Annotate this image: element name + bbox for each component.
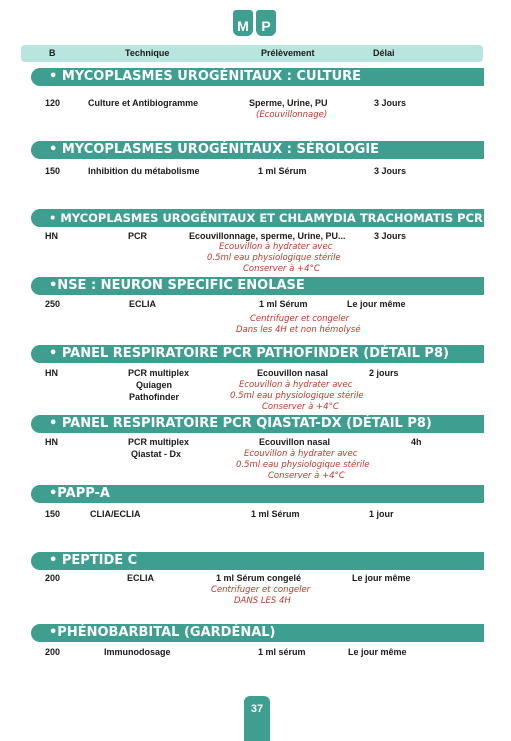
delai: 3 Jours [374,98,407,108]
note: 0.5ml eau physiologique stérile [236,460,370,470]
b-value: 200 [45,573,61,583]
technique: Culture et Antibiogramme [88,98,199,108]
technique-line2: Quiagen [136,380,173,390]
technique: ECLIA [127,573,154,583]
technique-line3: Pathofinder [129,392,180,402]
prelevement: 1 ml Sérum [251,509,300,519]
note: Conserver à +4°C [243,264,320,274]
note: Ecouvillon à hydrater avec [219,242,333,252]
delai: Le jour même [352,573,411,583]
section-title-serologie: • MYCOPLASMES UROGÉNITAUX : SÉROLOGIE [31,141,484,159]
b-value: 200 [45,647,61,657]
section-title-culture: • MYCOPLASMES UROGÉNITAUX : CULTURE [31,68,484,86]
prelevement: 1 ml Sérum [258,166,307,176]
note: 0.5ml eau physiologique stérile [207,253,341,263]
header-technique: Technique [125,48,170,58]
b-value: 150 [45,166,61,176]
section-title-papp-a: •PAPP-A [31,485,484,503]
note: Centrifuger et congeler [250,314,350,324]
section-title-pathofinder: • PANEL RESPIRATOIRE PCR PATHOFINDER (DÉTAIL P8) [31,345,484,363]
header-delai: Délai [373,48,395,58]
b-value: HN [45,368,58,378]
section-title-phenobarbital: •PHÉNOBARBITAL (GARDÉNAL) [31,624,484,642]
prelevement: Ecouvillon nasal [257,368,329,378]
header-b: B [49,48,56,58]
logo-letter-m: M [233,10,253,36]
logo [233,10,276,36]
technique: PCR [128,231,148,241]
technique: CLIA/ECLIA [90,509,141,519]
technique: PCR multiplex [128,437,190,447]
note: Centrifuger et congeler [211,585,311,595]
note: Ecouvillon à hydrater avec [244,449,358,459]
technique: Inhibition du métabolisme [88,166,200,176]
note: Dans les 4H et non hémolysé [236,325,361,335]
section-title-qiastat: • PANEL RESPIRATOIRE PCR QIASTAT-DX (DÉTAIL P8) [31,415,484,433]
note: 0.5ml eau physiologique stérile [230,391,364,401]
page-number: 37 [244,696,270,741]
section-title-peptide-c: • PEPTIDE C [31,552,484,570]
prelevement: Sperme, Urine, PU [249,98,328,108]
delai: 3 Jours [374,231,407,241]
prelevement: 1 ml Sérum [259,299,308,309]
delai: 3 Jours [374,166,407,176]
technique-line2: Qiastat - Dx [131,449,182,459]
delai: 1 jour [369,509,394,519]
b-value: 150 [45,509,61,519]
prelevement: 1 ml sérum [258,647,306,657]
logo-letter-p: P [256,10,276,36]
column-header [21,45,483,62]
b-value: HN [45,437,58,447]
prelevement: Ecouvillon nasal [259,437,331,447]
header-prelevement: Prélèvement [261,48,315,58]
note: (Ecouvillonnage) [256,110,328,120]
technique: PCR multiplex [128,368,190,378]
technique: Immunodosage [104,647,171,657]
section-title-nse: •NSE : NEURON SPECIFIC ENOLASE [31,277,484,295]
prelevement: Ecouvillonnage, sperme, Urine, PU... [189,231,346,241]
delai: Le jour même [347,299,406,309]
delai: 4h [411,437,422,447]
prelevement: 1 ml Sérum congelé [216,573,302,583]
section-title-chlamydia: • MYCOPLASMES UROGÉNITAUX ET CHLAMYDIA TRACHOMATIS PCR [31,209,484,227]
note: Ecouvillon à hydrater avec [239,380,353,390]
b-value: HN [45,231,58,241]
delai: 2 jours [369,368,399,378]
note: Conserver à +4°C [268,471,345,481]
technique: ECLIA [129,299,156,309]
note: DANS LES 4H [234,596,291,606]
b-value: 250 [45,299,61,309]
b-value: 120 [45,98,61,108]
note: Conserver à +4°C [262,402,339,412]
delai: Le jour même [348,647,407,657]
